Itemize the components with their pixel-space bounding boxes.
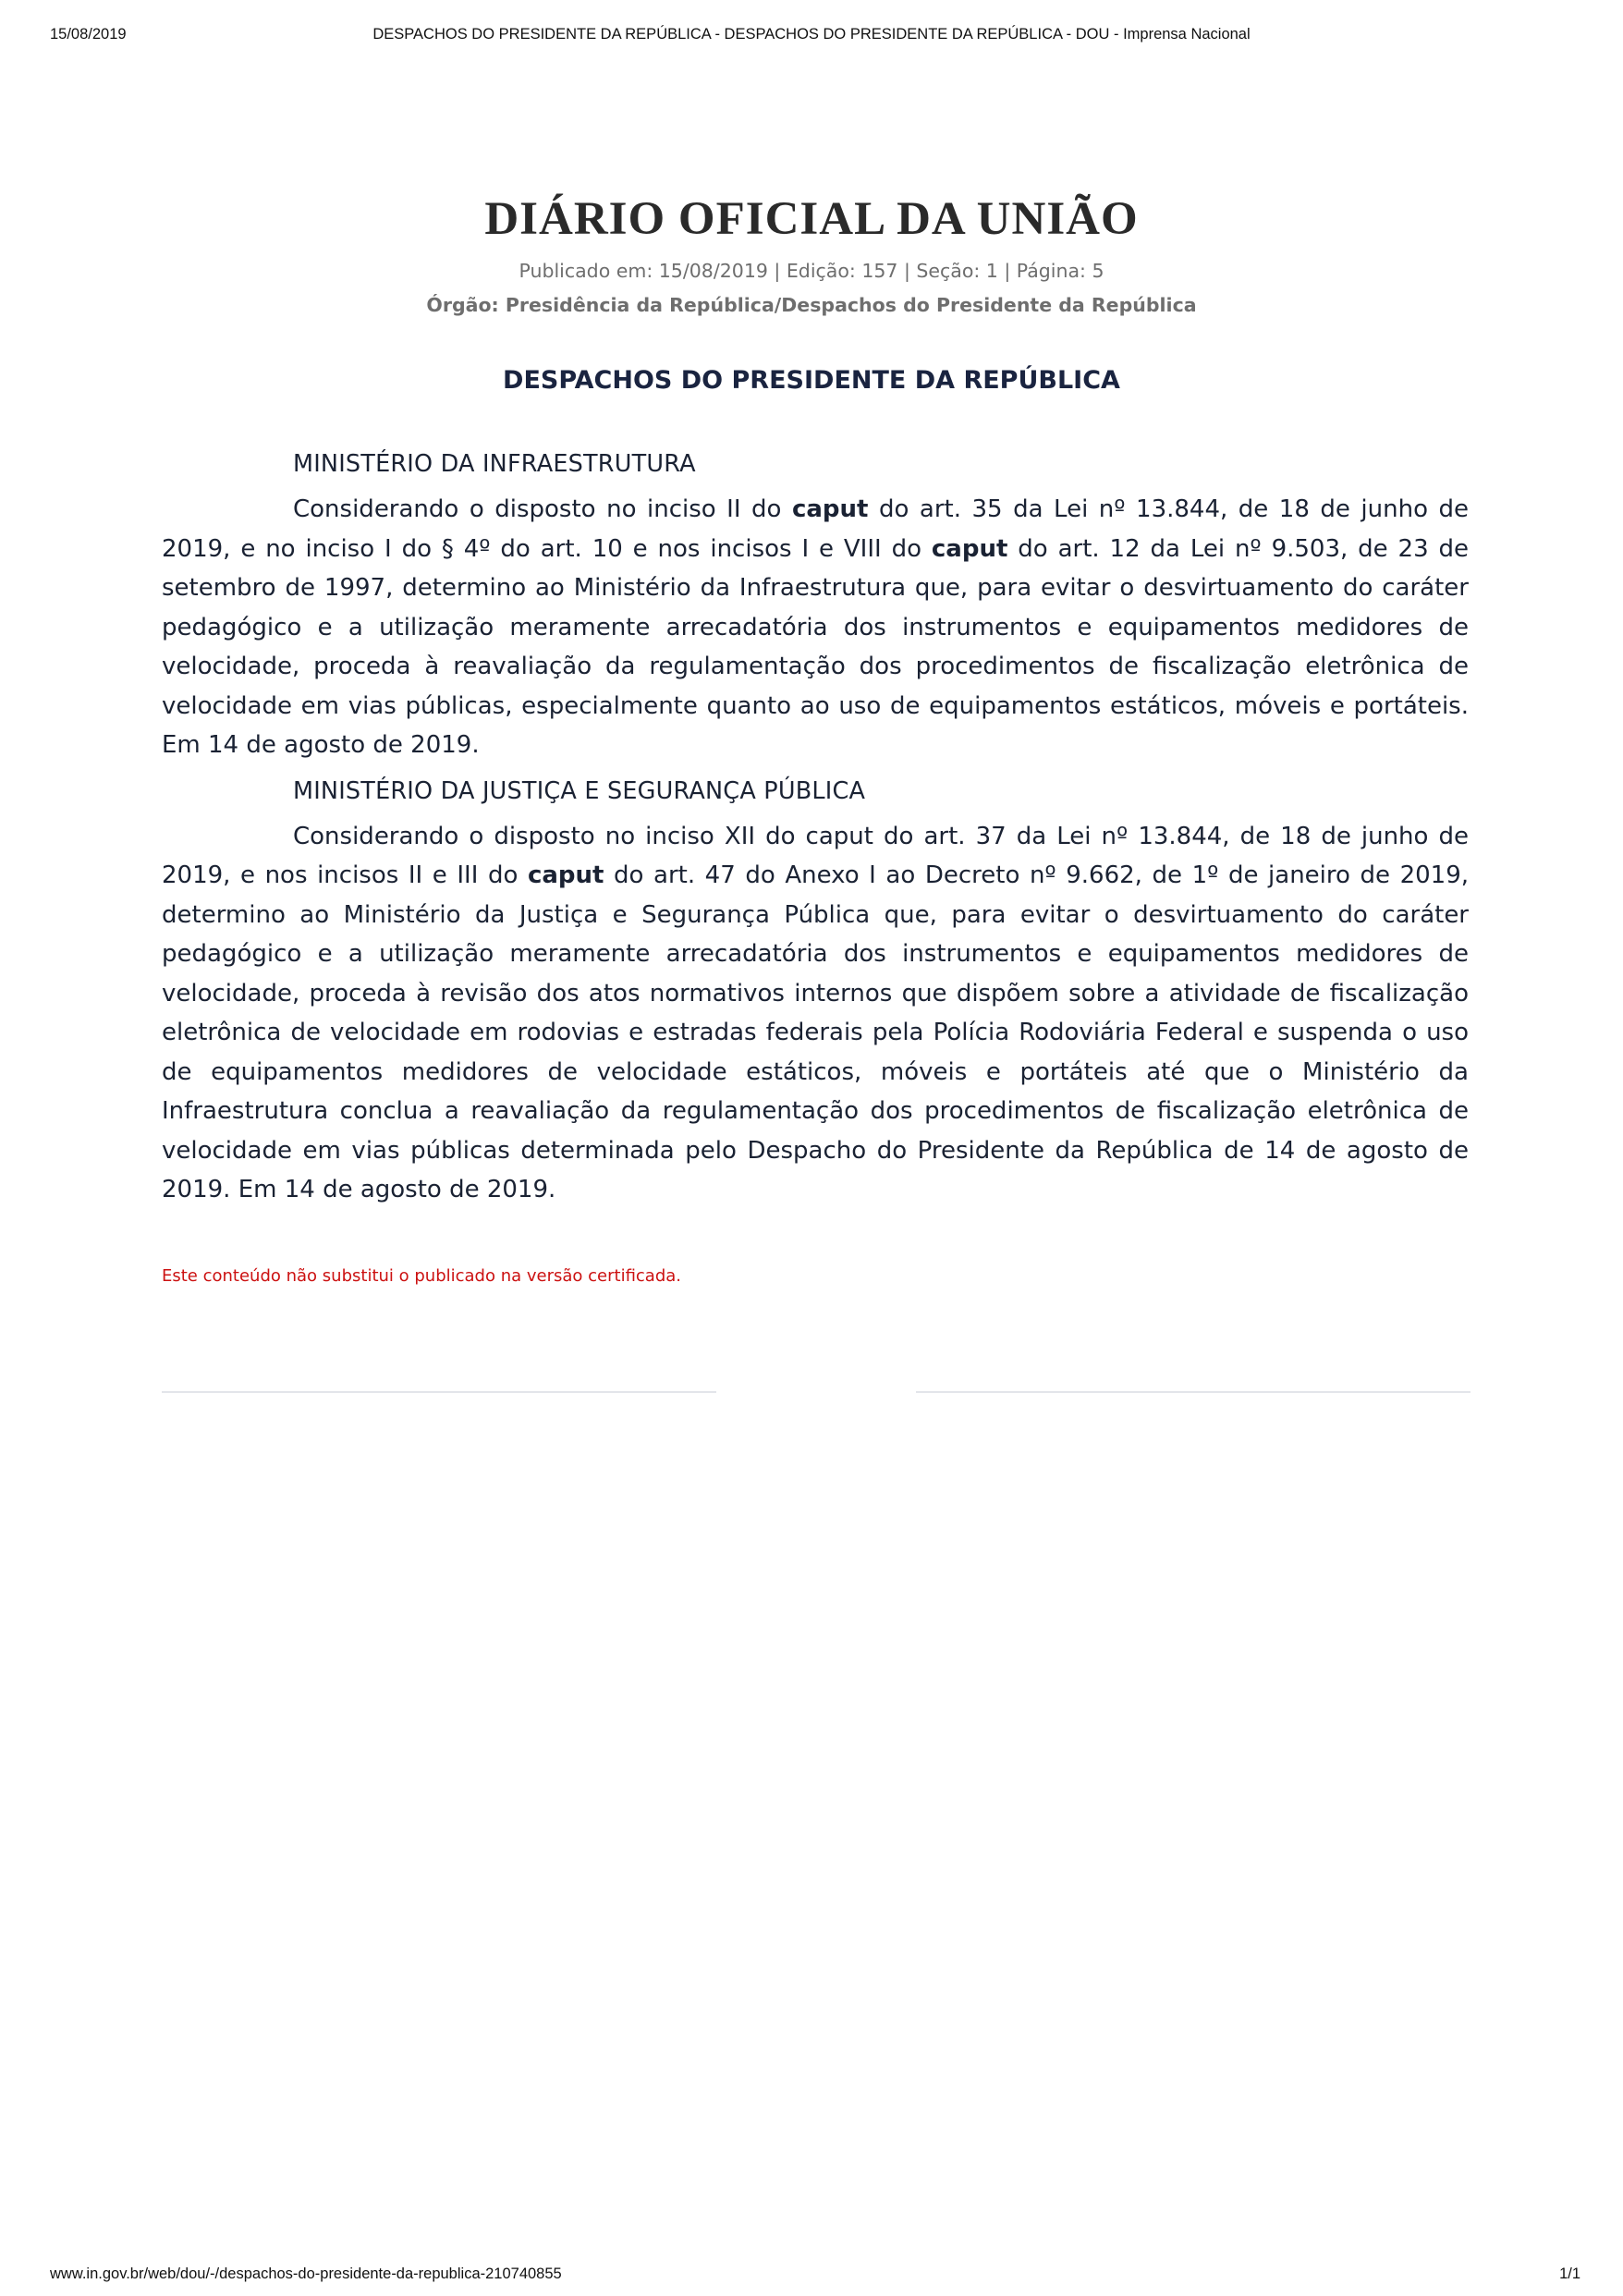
caput-emphasis: caput — [527, 861, 604, 889]
page-number: 1/1 — [1559, 2265, 1580, 2282]
act-body — [162, 444, 1469, 1210]
print-date: 15/08/2019 — [50, 26, 127, 43]
text-segment: do art. 35 da Lei nº 13.844, de 18 de junho de 2019, e no inciso I do § 4º do art. 10 e nos incisos I e VIII do — [162, 495, 1469, 563]
text-segment: Considerando o disposto no inciso XII do caput do art. 37 da Lei nº 13.844, de 18 de junho de 2019, e nos incisos II e III do — [162, 822, 1469, 889]
print-footer — [0, 2265, 1623, 2288]
caput-emphasis: caput — [931, 534, 1008, 563]
divider-left — [162, 1391, 716, 1393]
despacho-paragraph-justica — [162, 817, 1469, 1210]
page-url: www.in.gov.br/web/dou/-/despachos-do-presidente-da-republica-210740855 — [50, 2265, 562, 2282]
text-segment: do art. 12 da Lei nº 9.503, de 23 de setembro de 1997, determino ao Ministério da Infraestrutura que, para evitar o desvirtuamento do caráter pedagógico e a utilização meramente arrecadatória dos instrumentos e equipamentos medidores de velocidade, proceda à reavaliação da regulamentação dos procedimentos de fiscalização eletrônica de velocidade em vias públicas, especialmente quanto ao uso de equipamentos estáticos, móveis e portáteis. Em 14 de agosto de 2019. — [162, 534, 1470, 759]
act-title: DESPACHOS DO PRESIDENTE DA REPÚBLICA — [503, 366, 1120, 395]
despacho-paragraph-infraestrutura — [162, 490, 1469, 765]
caput-emphasis: caput — [791, 495, 869, 523]
ministry-heading-infraestrutura: MINISTÉRIO DA INFRAESTRUTURA — [293, 450, 696, 478]
print-header — [0, 26, 1623, 48]
publication-title: DIÁRIO OFICIAL DA UNIÃO — [484, 193, 1139, 245]
ministry-heading-justica: MINISTÉRIO DA JUSTIÇA E SEGURANÇA PÚBLICA — [293, 776, 866, 805]
text-segment: do art. 47 do Anexo I ao Decreto nº 9.662, de 1º de janeiro de 2019, determino ao Ministério da Justiça e Segurança Pública que, para evitar o desvirtuamento do caráter pedagógico e a utilização meramente arrecadatória dos instrumentos e equipamentos medidores de velocidade, proceda à revisão dos atos normativos internos que dispõem sobre a atividade de fiscalização eletrônica de velocidade em rodovias e estradas federais pela Polícia Rodoviária Federal e suspenda o uso de equipamentos medidores de velocidade estáticos, móveis e portáteis até que o Ministério da Infraestrutura conclua a reavaliação da regulamentação dos procedimentos de fiscalização eletrônica de velocidade em vias públicas determinada pelo Despacho do Presidente da República de 14 de agosto de 2019. Em 14 de agosto de 2019. — [162, 861, 1469, 1203]
issuing-body: Órgão: Presidência da República/Despachos do Presidente da República — [426, 294, 1197, 316]
text-segment: Considerando o disposto no inciso II do — [293, 495, 792, 523]
masthead — [0, 189, 1623, 318]
divider-right — [916, 1391, 1470, 1393]
certified-version-disclaimer: Este conteúdo não substitui o publicado na versão certificada. — [162, 1266, 682, 1286]
publication-info: Publicado em: 15/08/2019 | Edição: 157 | Seção: 1 | Página: 5 — [519, 260, 1104, 282]
print-page-title: DESPACHOS DO PRESIDENTE DA REPÚBLICA - DESPACHOS DO PRESIDENTE DA REPÚBLICA - DOU - Imprensa Nacional — [372, 26, 1251, 43]
